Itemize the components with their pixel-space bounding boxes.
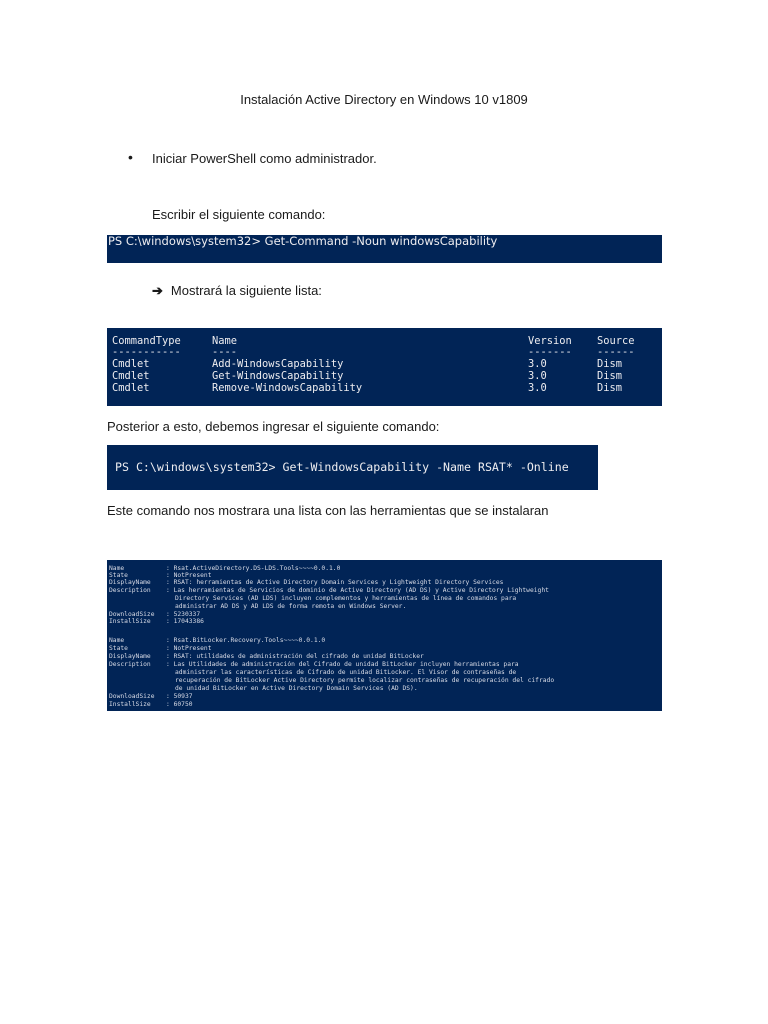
arrow-item — [152, 283, 322, 299]
command-line: PS C:\windows\system32> Get-WindowsCapability -Name RSAT* -Online — [115, 460, 569, 474]
bullet-marker: • — [128, 149, 133, 165]
powershell-capability-list: Name : Rsat.ActiveDirectory.DS-LDS.Tools~~~~0.0.1.0 State : NotPresent DisplayName : RSAT: herramientas de Active Directory Domain Services y Lightweight Directory Services Description : Las herramientas de Servicios de dominio de Active Directory (AD DS) y Active Directory Lightweight Directory Services (AD LDS) incluyen complementos y herramientas de línea de comandos para administrar AD DS y AD LDS de forma remota en Windows Server. DownloadSize : 5230337 InstallSize : 17043386 Name : Rsat.BitLocker.Recovery.Tools~~~~0.0.1.0 State : NotPresent DisplayName : RSAT: utilidades de administración del cifrado de unidad BitLocker Description : Las Utilidades de administración del Cifrado de unidad BitLocker incluyen herramientas para administrar las características de Cifrado de unidad BitLocker. El Visor de contraseñas de recuperación de BitLocker Active Directory permite localizar contraseñas de recuperación del cifrado de unidad BitLocker en Active Directory Domain Services (AD DS). DownloadSize : 50937 InstallSize : 60750 — [107, 560, 662, 711]
table-separator: ----------- — [112, 346, 181, 358]
table-separator-row — [107, 346, 662, 358]
table-cell: Dism — [597, 370, 623, 382]
table-row — [107, 358, 662, 370]
table-cell: Cmdlet — [112, 358, 150, 370]
table-cell: Dism — [597, 358, 623, 370]
table-cell: 3.0 — [528, 370, 547, 382]
table-header: Source — [597, 335, 635, 347]
arrow-item-text: Mostrará la siguiente lista: — [170, 283, 322, 298]
table-cell: 3.0 — [528, 358, 547, 370]
table-separator: ---- — [212, 346, 238, 358]
table-separator: ------ — [597, 346, 635, 358]
table-row — [107, 382, 662, 394]
table-header: Version — [528, 335, 572, 347]
table-cell: Cmdlet — [112, 370, 150, 382]
table-cell: Dism — [597, 382, 623, 394]
table-cell: 3.0 — [528, 382, 547, 394]
powershell-command-screenshot-1 — [107, 235, 662, 263]
table-cell: Get-WindowsCapability — [212, 370, 344, 382]
este-comando-text: Este comando nos mostrara una lista con las herramientas que se instalaran — [107, 503, 549, 518]
document-title: Instalación Active Directory en Windows 10 v1809 — [240, 92, 528, 107]
table-cell: Add-WindowsCapability — [212, 358, 344, 370]
table-row — [107, 370, 662, 382]
step-escribir-text: Escribir el siguiente comando: — [152, 207, 326, 222]
arrow-right-icon: ➔ — [152, 283, 163, 298]
table-header: CommandType — [112, 335, 181, 347]
command-line: PS C:\windows\system32> Get-Command -Noun windowsCapability — [108, 235, 498, 248]
table-header: Name — [212, 335, 238, 347]
powershell-command-screenshot-2 — [107, 445, 598, 490]
table-separator: ------- — [528, 346, 572, 358]
table-cell: Remove-WindowsCapability — [212, 382, 363, 394]
posterior-text: Posterior a esto, debemos ingresar el siguiente comando: — [107, 419, 440, 434]
bullet-text: Iniciar PowerShell como administrador. — [152, 151, 377, 166]
powershell-command-table — [107, 328, 662, 406]
table-cell: Cmdlet — [112, 382, 150, 394]
